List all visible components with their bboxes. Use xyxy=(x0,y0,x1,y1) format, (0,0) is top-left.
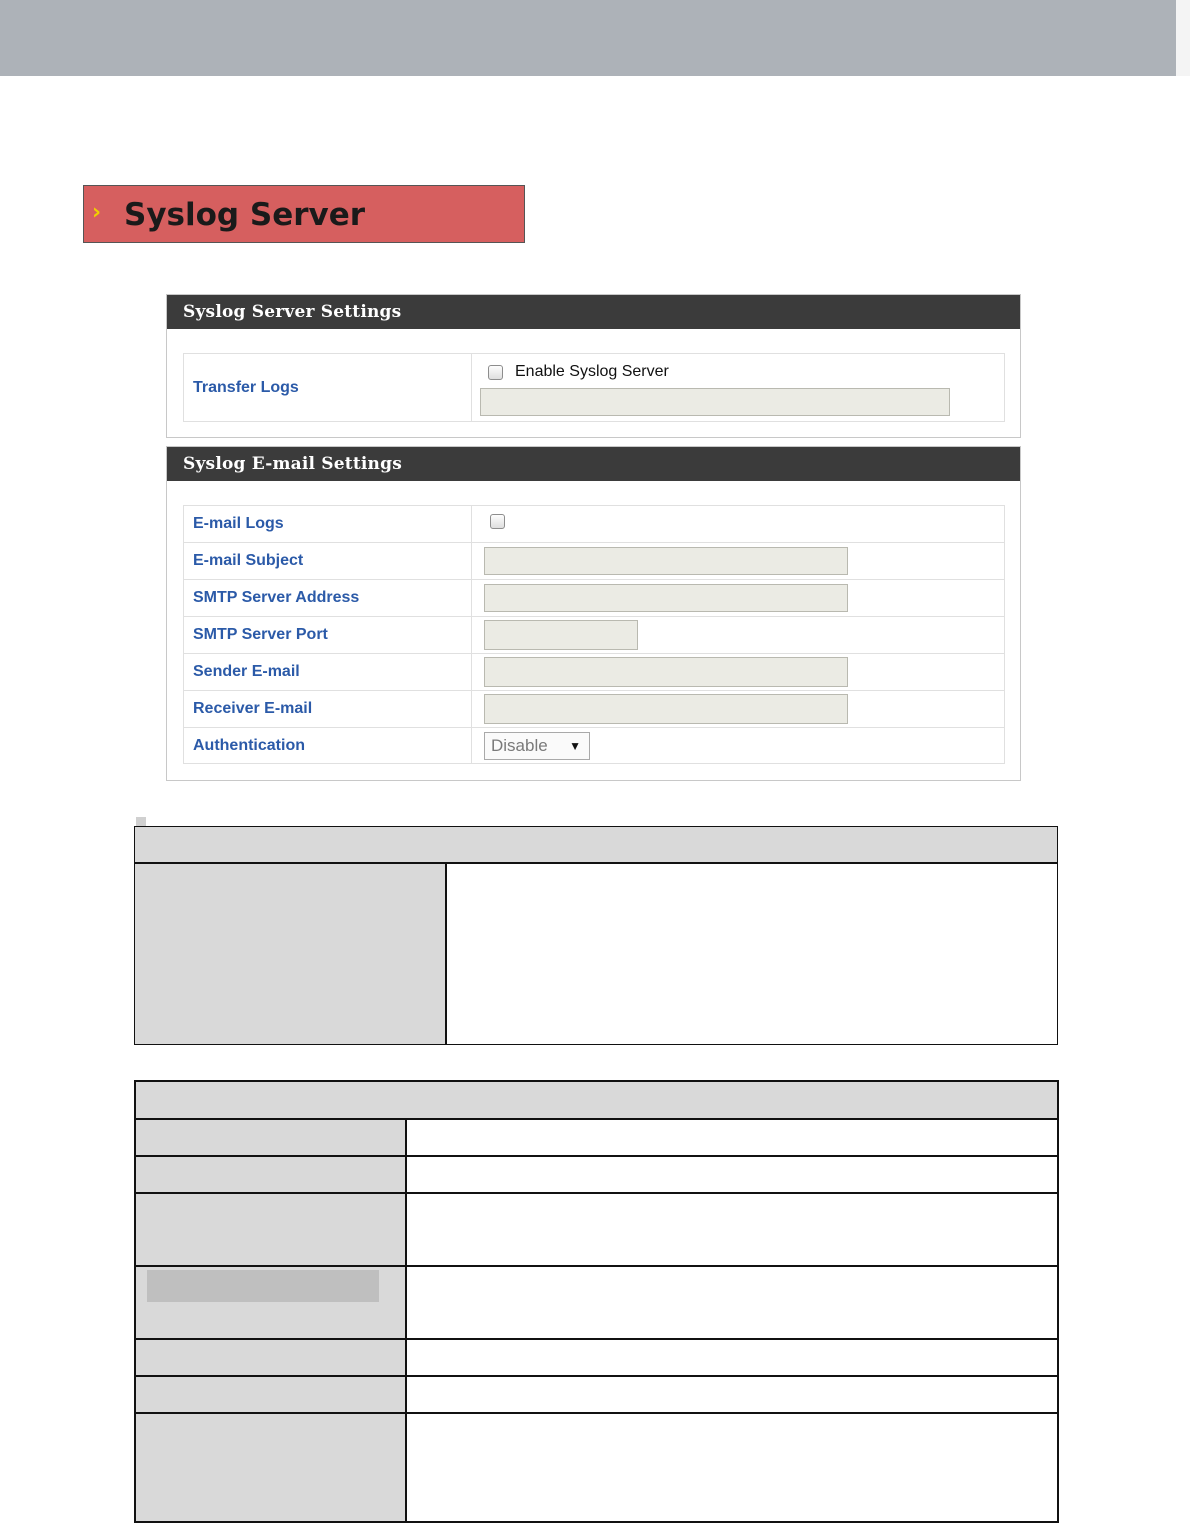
email-subject-cell xyxy=(472,543,1005,580)
chevron-right-icon: › xyxy=(92,200,102,225)
email-logs-label: E-mail Logs xyxy=(184,506,472,543)
description-row-label xyxy=(136,1120,407,1157)
form-row-authentication xyxy=(184,728,1005,764)
enable-syslog-group xyxy=(488,363,669,381)
sender-email-cell xyxy=(472,654,1005,691)
receiver-email-cell xyxy=(472,691,1005,728)
description-row-value xyxy=(407,1377,1057,1414)
description-table-2-header xyxy=(136,1082,1057,1120)
form-row-email-logs xyxy=(184,506,1005,543)
panel-title: Syslog E-mail Settings xyxy=(167,447,1020,481)
description-row-label xyxy=(136,1194,407,1267)
authentication-label: Authentication xyxy=(184,728,472,764)
top-bar xyxy=(0,0,1176,76)
form-row-receiver-email xyxy=(184,691,1005,728)
receiver-email-input[interactable] xyxy=(484,694,848,724)
syslog-server-form xyxy=(183,353,1005,422)
description-row-value xyxy=(407,1267,1057,1340)
email-subject-input[interactable] xyxy=(484,547,848,575)
description-table-1 xyxy=(134,826,1058,1045)
transfer-logs-label: Transfer Logs xyxy=(184,354,472,422)
syslog-server-settings-panel xyxy=(166,294,1021,438)
highlight-placeholder xyxy=(147,1270,379,1302)
banner-title: Syslog Server xyxy=(124,197,366,233)
sender-email-input[interactable] xyxy=(484,657,848,687)
email-logs-cell xyxy=(472,506,1005,543)
description-row-label xyxy=(136,1267,407,1340)
syslog-server-address-input[interactable] xyxy=(480,388,950,416)
transfer-logs-cell xyxy=(472,354,1005,422)
description-table-2 xyxy=(134,1080,1059,1523)
email-subject-label: E-mail Subject xyxy=(184,543,472,580)
form-row-smtp-address xyxy=(184,580,1005,617)
description-row-label xyxy=(136,1377,407,1414)
description-row-label xyxy=(136,1414,407,1521)
description-row-label xyxy=(136,1340,407,1377)
description-table-1-label-cell xyxy=(135,864,447,1044)
description-row-value xyxy=(407,1157,1057,1194)
authentication-cell xyxy=(472,728,1005,764)
smtp-port-label: SMTP Server Port xyxy=(184,617,472,654)
description-table-1-header xyxy=(135,827,1057,864)
form-row-smtp-port xyxy=(184,617,1005,654)
smtp-port-input[interactable] xyxy=(484,620,638,650)
description-row-value xyxy=(407,1414,1057,1521)
authentication-select[interactable] xyxy=(484,732,590,760)
top-bar-edge xyxy=(1176,0,1190,76)
smtp-port-cell xyxy=(472,617,1005,654)
smtp-address-input[interactable] xyxy=(484,584,848,612)
description-row-value xyxy=(407,1194,1057,1267)
syslog-email-settings-panel xyxy=(166,446,1021,781)
description-row-value xyxy=(407,1340,1057,1377)
enable-syslog-checkbox[interactable] xyxy=(488,365,503,380)
form-row-sender-email xyxy=(184,654,1005,691)
sender-email-label: Sender E-mail xyxy=(184,654,472,691)
dropdown-arrow-icon: ▼ xyxy=(569,738,581,753)
authentication-selected-value: Disable xyxy=(491,735,548,755)
receiver-email-label: Receiver E-mail xyxy=(184,691,472,728)
description-row-label xyxy=(136,1157,407,1194)
description-row-value xyxy=(407,1120,1057,1157)
smtp-address-label: SMTP Server Address xyxy=(184,580,472,617)
syslog-email-form xyxy=(183,505,1005,764)
email-logs-checkbox[interactable] xyxy=(490,514,505,529)
form-row-email-subject xyxy=(184,543,1005,580)
section-banner xyxy=(83,185,525,243)
panel-title: Syslog Server Settings xyxy=(167,295,1020,329)
smtp-address-cell xyxy=(472,580,1005,617)
form-row-transfer-logs xyxy=(184,354,1005,422)
enable-syslog-label: Enable Syslog Server xyxy=(515,363,669,380)
